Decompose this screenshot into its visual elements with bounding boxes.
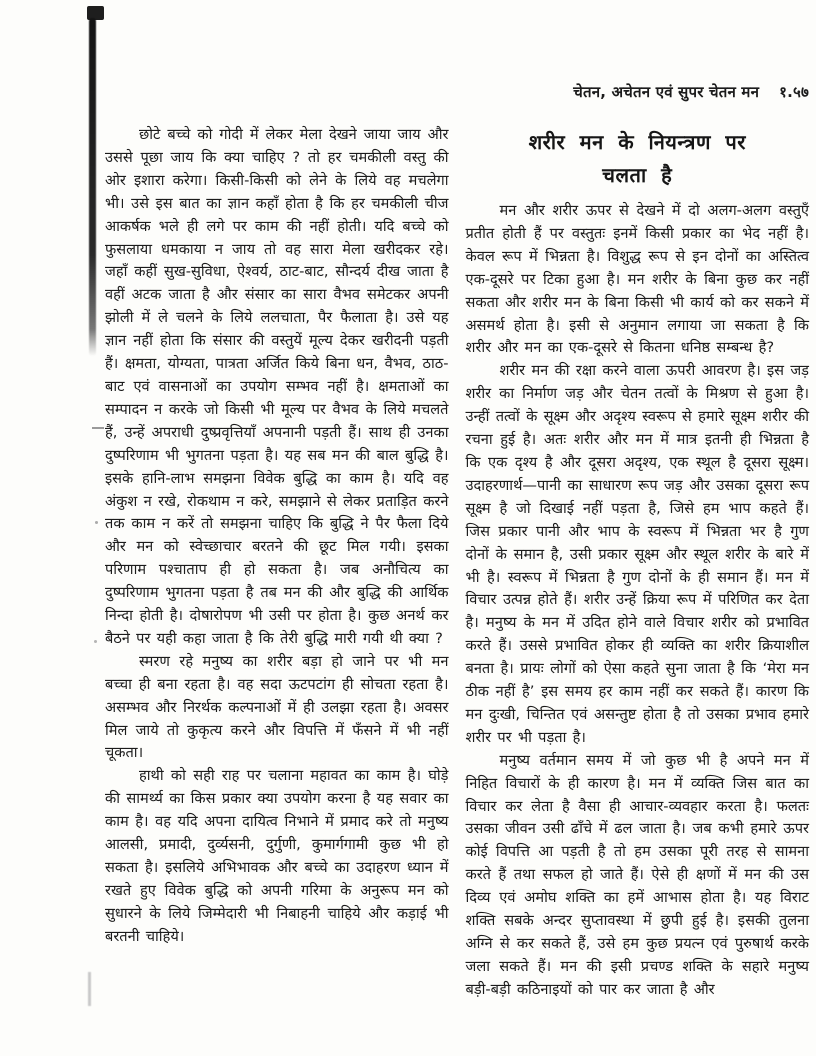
scan-artifact-binding-bar [89,18,96,356]
running-header [105,82,809,102]
section-heading-line1: शरीर मन के नियन्त्रण पर [528,130,746,154]
section-heading-line2: चलता है [602,163,673,187]
two-column-body [105,124,809,1002]
scan-artifact-mark [88,972,91,1006]
paragraph: मनुष्य वर्तमान समय में जो कुछ भी है अपने मन में निहित विचारों के ही कारण है। मन में व्यक्ति जिस बात का विचार कर लेता है वैसा ही आचार-व्यवहार करता है। फलतः उसका जीवन उसी ढाँचे में ढल जाता है। जब कभी हमारे ऊपर कोई विपत्ति आ पड़ती है तो हम उसका पूरी तरह से सामना करते हैं तथा सफल हो जाते हैं। ऐसे ही क्षणों में मन की उस दिव्य एवं अमोघ शक्ति का हमें आभास होता है। यह विराट शक्ति सबके अन्दर सुप्तावस्था में छुपी हुई है। इसकी तुलना अग्नि से कर सकते हैं, उसे हम कुछ प्रयत्न एवं पुरुषार्थ करके जला सकते हैं। मन की इसी प्रचण्ड शक्ति के सहारे मनुष्य बड़ी-बड़ी कठिनाइयों को पार कर जाता है और [465,751,809,998]
paragraph: हाथी को सही राह पर चलाना महावत का काम है। घोड़े की सामर्थ्य का किस प्रकार क्या उपयोग करना है यह सवार का काम है। वह यदि अपना दायित्व निभाने में प्रमाद करे तो मनुष्य आलसी, प्रमादी, दुर्व्यसनी, दुर्गुणी, कुमार्गगामी कुछ भी हो सकता है। इसलिये अभिभावक और बच्चे का उदाहरण ध्यान में रखते हुए विवेक बुद्धि को अपनी गरिमा के अनुरूप मन को सुधारने के लिये जिम्मेदारी भी निबाहनी चाहिये और कड़ाई भी बरतनी चाहिये। [105,767,449,945]
scan-artifact-mark [94,640,97,643]
paragraph: मन और शरीर ऊपर से देखने में दो अलग-अलग वस्तुएँ प्रतीत होती हैं पर वस्तुतः इनमें किसी प्रकार का भेद नहीं है। केवल रूप में भिन्नता है। विशुद्ध रूप से इन दोनों का अस्तित्व एक-दूसरे पर टिका हुआ है। मन शरीर के बिना कुछ कर नहीं सकता और शरीर मन के बिना किसी भी कार्य को कर सकने में असमर्थ होता है। इसी से अनुमान लगाया जा सकता है कि शरीर और मन का एक-दूसरे से कितना धनिष्ठ सम्बन्ध है? [465,202,809,357]
scan-artifact-mark [92,427,104,429]
page-number: १.५७ [779,83,809,101]
left-column [105,124,449,1002]
header-title: चेतन, अचेतन एवं सुपर चेतन मन [573,83,760,101]
paragraph: स्मरण रहे मनुष्य का शरीर बड़ा हो जाने पर भी मन बच्चा ही बना रहता है। वह सदा ऊटपटांग ही सोचता रहता है। असम्भव और निरर्थक कल्पनाओं में ही उलझा रहता है। अवसर मिल जाये तो कुकृत्य करने और विपत्ति में फँसने में भी नहीं चूकता। [105,652,449,762]
section-heading [466,126,810,192]
right-column [466,124,810,1002]
paragraph: शरीर मन की रक्षा करने वाला ऊपरी आवरण है। इस जड़ शरीर का निर्माण जड़ और चेतन तत्वों के मिश्रण से हुआ है। उन्हीं तत्वों के सूक्ष्म और अदृश्य स्वरूप से हमारे सूक्ष्म शरीर की रचना हुई है। अतः शरीर और मन में मात्र इतनी ही भिन्नता है कि एक दृश्य है और दूसरा अदृश्य, एक स्थूल है दूसरा सूक्ष्म। उदाहरणार्थ—पानी का साधारण रूप जड़ और उसका दूसरा रूप सूक्ष्म है जो दिखाई नहीं पड़ता है, जिसे हम भाप कहते हैं। जिस प्रकार पानी और भाप के स्वरूप में भिन्नता भर है गुण दोनों के समान है, उसी प्रकार सूक्ष्म और स्थूल शरीर के बारे में भी है। स्वरूप में भिन्नता है गुण दोनों के ही समान हैं। मन में विचार उत्पन्न होते हैं। शरीर उन्हें क्रिया रूप में परिणित कर देता है। मनुष्य के मन में उदित होने वाले विचार शरीर को प्रभावित करते हैं। उससे प्रभावित होकर ही व्यक्ति का शरीर क्रियाशील बनता है। प्रायः लोगों को ऐसा कहते सुना जाता है कि ‘मेरा मन ठीक नहीं है’ इस समय हर काम नहीं कर सकते हैं। कारण कि मन दुःखी, चिन्तित एवं असन्तुष्ट होता है तो उसका प्रभाव हमारे शरीर पर भी पड़ता है। [465,362,809,746]
paragraph: छोटे बच्चे को गोदी में लेकर मेला देखने जाया जाय और उससे पूछा जाय कि क्या चाहिए ? तो हर चमकीली वस्तु की ओर इशारा करेगा। किसी-किसी को लेने के लिये वह मचलेगा भी। उसे इस बात का ज्ञान कहाँ होता है कि हर चमकीली चीज आकर्षक भले ही लगे पर काम की नहीं होती। यदि बच्चे को फुसलाया धमकाया न जाय तो वह सारा मेला खरीदकर रहे। जहाँ कहीं सुख-सुविधा, ऐश्वर्य, ठाट-बाट, सौन्दर्य दीख जाता है वहीं अटक जाता है और संसार का सारा वैभव समेटकर अपनी झोली में ले चलने के लिये ललचाता, पैर फैलाता है। उसे यह ज्ञान नहीं होता कि संसार की वस्तुयें मूल्य देकर खरीदनी पड़ती हैं। क्षमता, योग्यता, पात्रता अर्जित किये बिना धन, वैभव, ठाठ-बाट एवं वासनाओं का उपयोग सम्भव नहीं है। क्षमताओं का सम्पादन न करके जो किसी भी मूल्य पर वैभव के लिये मचलते हैं, उन्हें अपराधी दुष्प्रवृत्तियाँ अपनानी पड़ती हैं। साथ ही उनका दुष्परिणाम भी भुगतना पड़ता है। यह सब मन की बाल बुद्धि है। इसके हानि-लाभ समझना विवेक बुद्धि का काम है। यदि वह अंकुश न रखे, रोकथाम न करे, समझाने से लेकर प्रताड़ित करने तक काम न करें तो समझना चाहिए कि बुद्धि ने पैर फैला दिये और मन को स्वेच्छाचार बरतने की छूट मिल गयी। इसका परिणाम पश्चाताप ही हो सकता है। जब अनौचित्य का दुष्परिणाम भुगतना पड़ता है तब मन की और बुद्धि की आर्थिक निन्दा होती है। दोषारोपण भी उसी पर होता है। कुछ अनर्थ कर बैठने पर यही कहा जाता है कि तेरी बुद्धि मारी गयी थी क्या ? [105,126,449,647]
scan-artifact-mark [95,521,98,524]
